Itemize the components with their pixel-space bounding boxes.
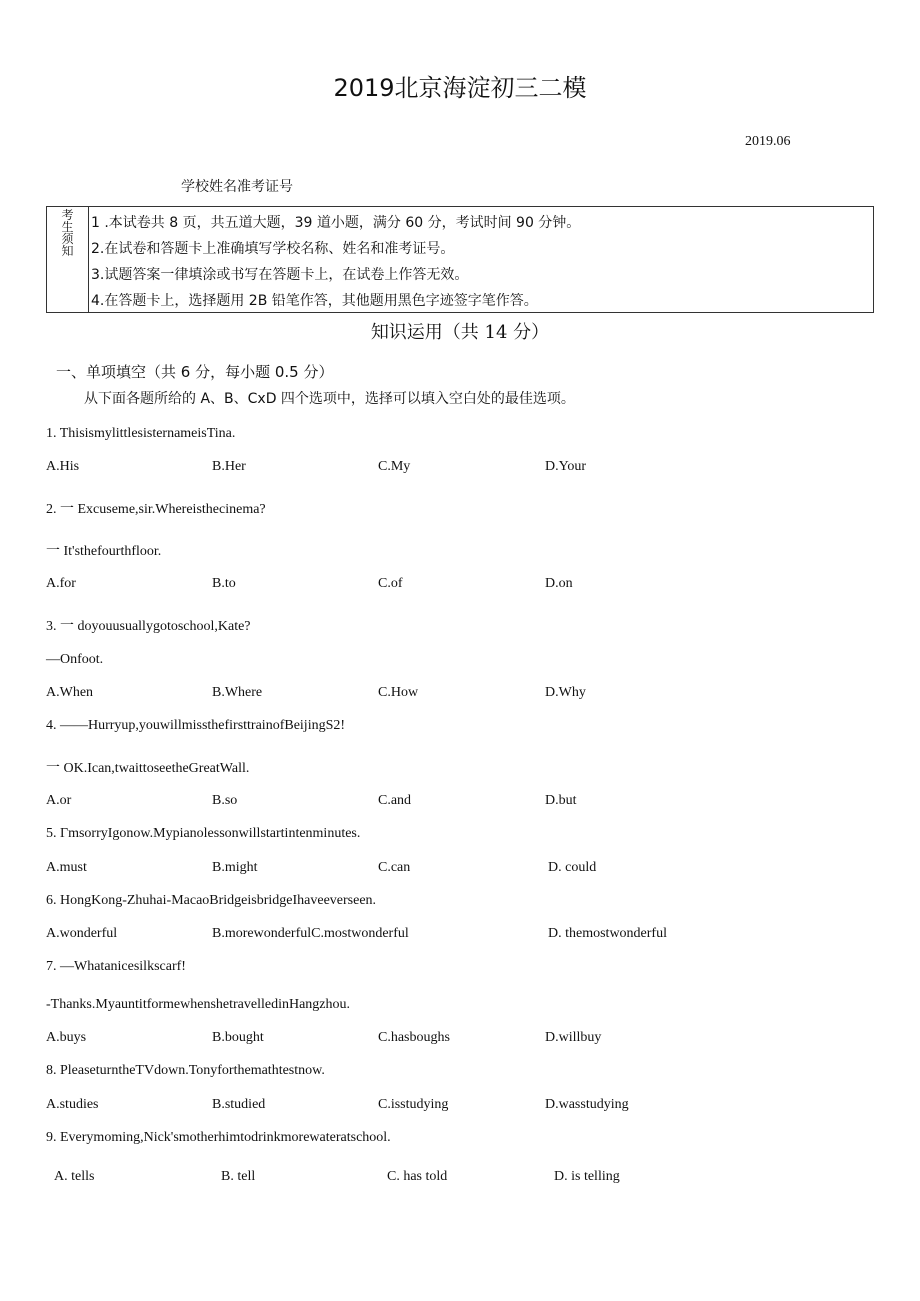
notice-line-4: 4.在答题卡上，选择题用 2B 铅笔作答，其他题用黑色字迹签字笔作答。 [91, 293, 538, 309]
notice-line-2: 2.在试卷和答题卡上准确填写学校名称、姓名和准考证号。 [91, 241, 455, 257]
q2-option-b: B.to [212, 576, 236, 591]
q7-option-d: D.willbuy [545, 1030, 602, 1045]
q7-option-a: A.buys [46, 1030, 87, 1045]
section-title: 知识运用（共 14 分） [370, 322, 550, 343]
question-4-reply: 一 OK.Ican,twaittoseetheGreatWall. [46, 761, 250, 776]
question-6-stem: 6. HongKong-Zhuhai-MacaoBridgeisbridgeIhaveeverseen. [46, 893, 377, 908]
question-3-reply: —Onfoot. [46, 652, 104, 667]
part1-title: 一、单项填空（共 6 分，每小题 0.5 分） [56, 363, 334, 381]
notice-label [47, 207, 89, 312]
question-1-stem: 1. ThisismylittlesisternameisTina. [46, 426, 236, 441]
q7-option-c: C.hasboughs [378, 1030, 450, 1045]
exam-notice-box [46, 206, 874, 313]
q8-option-c: C.isstudying [378, 1097, 449, 1112]
school-name-id-line: 学校姓名准考证号 [181, 179, 293, 195]
q3-option-c: C.How [378, 685, 419, 700]
q5-option-a: A.must [46, 860, 87, 875]
question-4-stem: 4. ——Hurryup,youwillmissthefirsttrainofBeijingS2! [46, 718, 346, 733]
q1-option-c: C.My [378, 459, 411, 474]
part1-instruction: 从下面各题所给的 A、B、CxD 四个选项中，选择可以填入空白处的最佳选项。 [84, 391, 575, 407]
notice-label-char: 知 [61, 244, 74, 258]
q9-option-c: C. has told [387, 1169, 448, 1184]
question-5-stem: 5. Γmsorry‌Igonow.Mypianolessonwillstartintenminutes. [46, 826, 361, 841]
q5-option-d: D. could [548, 860, 597, 875]
q3-option-a: A.When [46, 685, 94, 700]
exam-date: 2019.06 [745, 134, 791, 149]
q8-option-d: D.wasstudying [545, 1097, 629, 1112]
notice-label-char: 考 [61, 208, 74, 222]
q4-option-a: A.or [46, 793, 72, 808]
page-title: 2019北京海淀初三二模 [333, 74, 587, 102]
q8-option-a: A.studies [46, 1097, 99, 1112]
q2-option-a: A.for [46, 576, 76, 591]
q5-option-b: B.might [212, 860, 258, 875]
q6-option-bc: B.morewonderfulC.mostwonderful [212, 926, 409, 941]
notice-line-3: 3.试题答案一律填涂或书写在答题卡上，在试卷上作答无效。 [91, 267, 469, 283]
q1-option-d: D.Your [545, 459, 586, 474]
q1-option-a: A.His [46, 459, 80, 474]
q6-option-a: A.wonderful [46, 926, 118, 941]
question-8-stem: 8. PleaseturntheTVdown.Tonyforthemathtestnow. [46, 1063, 325, 1078]
question-2-reply: 一 It'sthefourthfloor. [46, 544, 162, 559]
q9-option-d: D. is telling [554, 1169, 620, 1184]
q2-option-d: D.on [545, 576, 573, 591]
q6-option-d: D. themostwonderful [548, 926, 667, 941]
q4-option-b: B.so [212, 793, 238, 808]
q9-option-a: A. tells [54, 1169, 95, 1184]
q4-option-d: D.but [545, 793, 577, 808]
q3-option-b: B.Where [212, 685, 263, 700]
q5-option-c: C.can [378, 860, 411, 875]
q3-option-d: D.Why [545, 685, 586, 700]
notice-label-char: 生 [61, 220, 74, 234]
q9-option-b: B. tell [221, 1169, 256, 1184]
question-9-stem: 9. Everymoming,Nick'smotherhimtodrinkmorewateratschool. [46, 1130, 391, 1145]
q4-option-c: C.and [378, 793, 412, 808]
question-3-stem: 3. 一 doyouusuallygotoschool,Kate? [46, 619, 251, 634]
q7-option-b: B.bought [212, 1030, 264, 1045]
q8-option-b: B.studied [212, 1097, 266, 1112]
notice-line-1: 1 .本试卷共 8 页，共五道大题，39 道小题，满分 60 分，考试时间 90 分钟。 [91, 215, 581, 231]
notice-label-char: 须 [61, 232, 74, 246]
question-7-stem: 7. —Whatanicesilkscarf! [46, 959, 186, 974]
q2-option-c: C.of [378, 576, 403, 591]
question-2-stem: 2. 一 Excuseme,sir.Whereisthecinema? [46, 502, 266, 517]
question-7-reply: -Thanks.MyauntitformewhenshetravelledinHangzhou. [46, 997, 351, 1012]
q1-option-b: B.Her [212, 459, 246, 474]
